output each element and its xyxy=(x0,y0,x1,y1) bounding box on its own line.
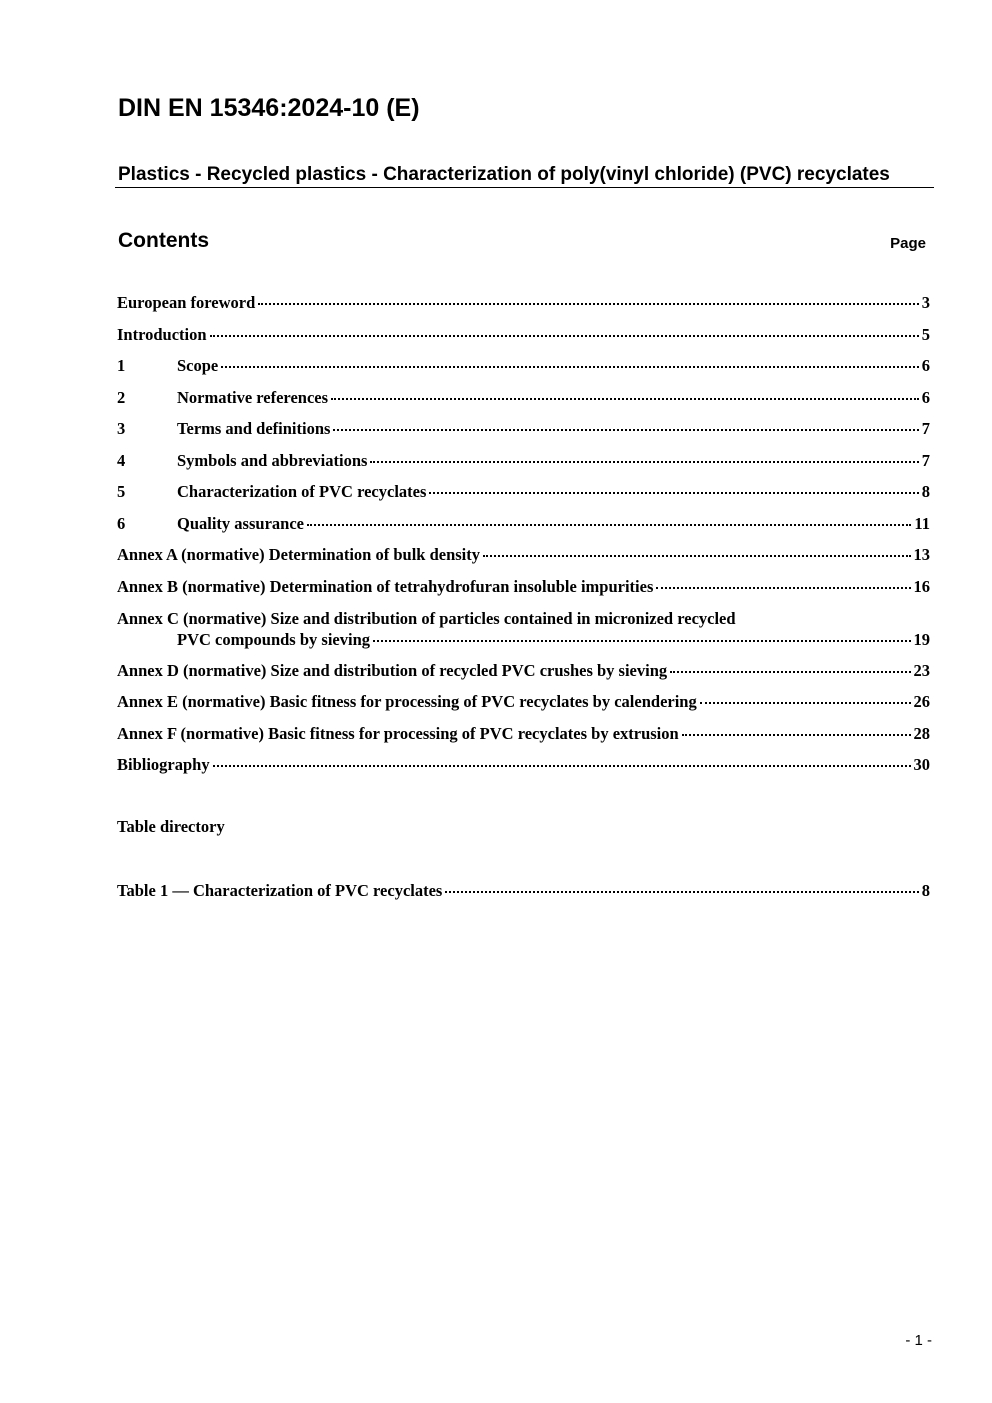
table-directory xyxy=(117,880,930,912)
toc-entry-number: 3 xyxy=(117,419,126,438)
toc-entry-title: Bibliography xyxy=(117,755,210,774)
toc-entry-page: 7 xyxy=(921,450,930,470)
toc-entry-quality-assurance[interactable] xyxy=(117,513,930,545)
table-entry-table-1[interactable] xyxy=(117,880,930,912)
toc-entry-page: 23 xyxy=(913,660,930,680)
table-of-contents xyxy=(117,292,930,786)
document-title: Plastics - Recycled plastics - Characterization of poly(vinyl chloride) (PVC) recyclates xyxy=(118,164,890,185)
dot-leader xyxy=(445,891,918,893)
toc-entry-title: Annex F (normative) Basic fitness for processing of PVC recyclates by extrusion xyxy=(117,723,679,743)
dot-leader xyxy=(307,524,911,526)
dot-leader xyxy=(210,335,919,337)
dot-leader xyxy=(331,398,919,400)
toc-entry-title: Annex A (normative) Determination of bulk density xyxy=(117,545,480,564)
toc-entry-title: Normative references xyxy=(177,387,329,407)
toc-entry-title: Annex D (normative) Size and distribution of recycled PVC crushes by sieving xyxy=(117,660,668,680)
toc-entry-number: 6 xyxy=(117,513,126,533)
toc-entry-page: 5 xyxy=(921,324,930,344)
toc-entry-number: 5 xyxy=(117,482,126,501)
toc-entry-title: Quality assurance xyxy=(177,513,304,533)
dot-leader xyxy=(682,734,911,736)
toc-entry-annex-a[interactable] xyxy=(117,544,930,576)
toc-entry-title: Characterization of PVC recyclates xyxy=(177,482,427,501)
toc-entry-title: Introduction xyxy=(117,324,207,344)
toc-entry-number: 4 xyxy=(117,450,126,470)
title-underline xyxy=(115,187,934,188)
toc-entry-scope[interactable] xyxy=(117,355,930,387)
toc-entry-symbols-and-abbreviations[interactable] xyxy=(117,450,930,482)
dot-leader xyxy=(370,461,918,463)
dot-leader xyxy=(483,555,911,557)
toc-entry-european-foreword[interactable] xyxy=(117,292,930,324)
toc-entry-continuation xyxy=(117,629,930,650)
toc-entry-page: 26 xyxy=(913,692,930,711)
dot-leader xyxy=(670,671,910,673)
toc-entry-page: 16 xyxy=(913,576,930,596)
toc-entry-characterization[interactable] xyxy=(117,481,930,513)
toc-entry-wrap xyxy=(117,608,930,650)
toc-entry-title: Annex B (normative) Determination of tetrahydrofuran insoluble impurities xyxy=(117,576,654,596)
toc-entry-bibliography[interactable] xyxy=(117,754,930,786)
dot-leader xyxy=(333,429,918,431)
toc-entry-title: Annex E (normative) Basic fitness for processing of PVC recyclates by calendering xyxy=(117,692,697,711)
toc-entry-page: 19 xyxy=(913,629,930,649)
toc-entry-annex-e[interactable] xyxy=(117,691,930,723)
toc-entry-page: 3 xyxy=(921,293,930,312)
toc-entry-title: Terms and definitions xyxy=(177,419,331,438)
toc-entry-page: 8 xyxy=(921,482,930,501)
toc-entry-page: 30 xyxy=(913,755,930,774)
toc-entry-number: 2 xyxy=(117,387,126,407)
document-id: DIN EN 15346:2024-10 (E) xyxy=(118,94,420,122)
toc-entry-number: 1 xyxy=(117,356,126,375)
toc-entry-page: 13 xyxy=(913,545,930,564)
page-number: - 1 - xyxy=(905,1332,932,1349)
page-column-heading: Page xyxy=(890,235,926,252)
dot-leader xyxy=(258,303,918,305)
toc-entry-title: Symbols and abbreviations xyxy=(177,450,368,470)
toc-entry-page: 11 xyxy=(914,513,930,533)
toc-entry-annex-c[interactable] xyxy=(117,607,930,660)
dot-leader xyxy=(700,702,911,704)
dot-leader xyxy=(213,765,911,767)
dot-leader xyxy=(656,587,910,589)
table-directory-heading: Table directory xyxy=(117,817,225,836)
table-entry-page: 8 xyxy=(921,881,930,900)
toc-entry-annex-d[interactable] xyxy=(117,660,930,692)
toc-entry-annex-f[interactable] xyxy=(117,723,930,755)
toc-entry-page: 6 xyxy=(921,387,930,407)
toc-entry-page: 6 xyxy=(921,356,930,375)
toc-entry-page: 7 xyxy=(921,419,930,438)
dot-leader xyxy=(429,492,918,494)
dot-leader xyxy=(373,640,911,642)
toc-entry-title: Scope xyxy=(177,356,219,375)
dot-leader xyxy=(221,366,919,368)
toc-entry-title-continued: PVC compounds by sieving xyxy=(177,629,370,649)
toc-entry-title: European foreword xyxy=(117,293,256,312)
contents-heading: Contents xyxy=(118,229,209,252)
toc-entry-annex-b[interactable] xyxy=(117,576,930,608)
toc-entry-introduction[interactable] xyxy=(117,324,930,356)
table-entry-title: Table 1 — Characterization of PVC recyclates xyxy=(117,881,443,900)
toc-entry-normative-references[interactable] xyxy=(117,387,930,419)
toc-entry-title: Annex C (normative) Size and distribution of particles contained in micronized recycled xyxy=(117,608,736,628)
toc-entry-page: 28 xyxy=(913,723,930,743)
toc-entry-terms-and-definitions[interactable] xyxy=(117,418,930,450)
